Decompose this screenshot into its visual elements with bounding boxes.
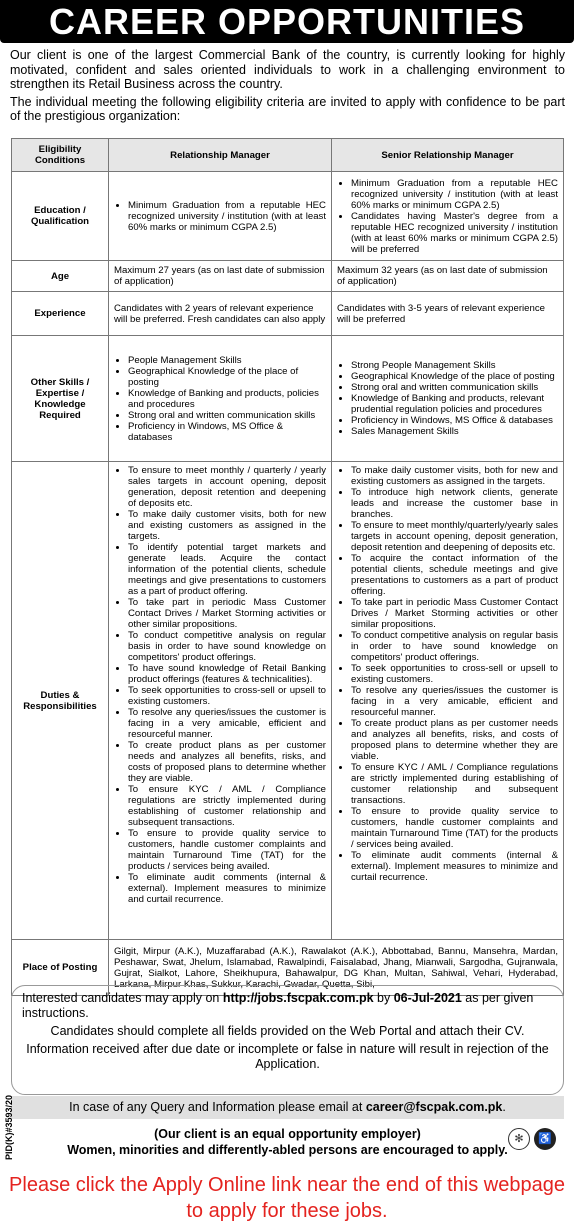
list-item: • Candidates having Master's degree from a reputable HEC recognized university / institution (with at least 60% marks or minimum CGPA 2.5) will be preferred bbox=[351, 211, 558, 255]
list-item: • To take part in periodic Mass Customer Contact Drives / Market Storming activities or other similar propositions. bbox=[351, 597, 558, 630]
list-item: • To make daily customer visits, both for new and existing customers as assigned in the targets. bbox=[128, 509, 326, 542]
rm-age: Maximum 27 years (as on last date of submission of application) bbox=[109, 261, 332, 292]
srm-education-list bbox=[337, 178, 558, 255]
apply-box bbox=[11, 985, 564, 1095]
table-row bbox=[12, 462, 564, 940]
apply-cv-note: Candidates should complete all fields provided on the Web Portal and attach their CV. bbox=[50, 1024, 525, 1038]
list-item: • Proficiency in Windows, MS Office & databases bbox=[351, 415, 558, 426]
row-label-posting: Place of Posting bbox=[12, 940, 109, 996]
list-item: • To seek opportunities to cross-sell or upsell to existing customers. bbox=[128, 685, 326, 707]
eligibility-table bbox=[11, 138, 564, 996]
table-header-row bbox=[12, 139, 564, 172]
rm-education-list bbox=[114, 200, 326, 233]
pid-number: PID(K)#3593/20 bbox=[4, 1094, 14, 1160]
apply-text: by bbox=[373, 991, 394, 1005]
rm-duties bbox=[109, 462, 332, 940]
intro-paragraph: Our client is one of the largest Commercial Bank of the country, is currently looking for highly motivated, confident and sales oriented individuals to work in a challenging environment to strengthen its Retail Business across the country. bbox=[10, 48, 565, 91]
apply-text: Interested candidates may apply on bbox=[22, 991, 223, 1005]
list-item: • To resolve any queries/issues the customer is facing in a very amicable, efficient and resourceful manner. bbox=[351, 685, 558, 718]
srm-skills-list bbox=[337, 360, 558, 437]
srm-education bbox=[332, 172, 564, 261]
list-item: • To conduct competitive analysis on regular basis in order to have sound knowledge on competitors' product offerings. bbox=[128, 630, 326, 663]
intro-paragraph: The individual meeting the following eligibility criteria are invited to apply with confidence to be part of the prestigious organization: bbox=[10, 94, 565, 123]
header-srm: Senior Relationship Manager bbox=[332, 139, 564, 172]
disability-logo-icon: ♿ bbox=[534, 1128, 556, 1150]
intro-text bbox=[10, 48, 565, 127]
list-item: • Knowledge of Banking and products, relevant prudential regulation policies and procedures bbox=[351, 393, 558, 415]
row-label-duties: Duties & Responsibilities bbox=[12, 462, 109, 940]
page-title: CAREER OPPORTUNITIES bbox=[48, 1, 526, 42]
list-item: • To ensure KYC / AML / Compliance regulations are strictly implemented during establishing of customer relationship and subsequent transactions. bbox=[128, 784, 326, 828]
query-text: . bbox=[502, 1100, 506, 1114]
list-item: • Strong oral and written communication skills bbox=[351, 382, 558, 393]
emblem-logo-icon: ✻ bbox=[508, 1128, 530, 1150]
encourage-line: Women, minorities and differently-abled persons are encouraged to apply. bbox=[67, 1143, 508, 1157]
rm-experience: Candidates with 2 years of relevant experience will be preferred. Fresh candidates can also apply bbox=[109, 292, 332, 336]
table-row bbox=[12, 172, 564, 261]
list-item: • Sales Management Skills bbox=[351, 426, 558, 437]
apply-rejection-note: Information received after due date or incomplete or false in nature will result in rejection of the Application. bbox=[26, 1042, 549, 1071]
list-item: • To identify potential target markets and generate leads. Acquire the contact information of the potential clients, schedule meetings and give presentations to customers as a part of product offering. bbox=[128, 542, 326, 597]
list-item: • Minimum Graduation from a reputable HEC recognized university / institution (with at least 60% marks or minimum CGPA 2.5) bbox=[128, 200, 326, 233]
rm-education bbox=[109, 172, 332, 261]
apply-text: as per given instructions. bbox=[22, 991, 534, 1020]
list-item: • To create product plans as per customer needs and analyzes all benefits, risks, and costs of proposed plans to determine whether they are viable. bbox=[351, 718, 558, 762]
list-item: • To ensure to provide quality service to customers, handle customer complaints and maintain Turnaround Time (TAT) for the products / services being availed. bbox=[351, 806, 558, 850]
header-banner bbox=[0, 0, 574, 43]
list-item: • To ensure to meet monthly/quarterly/yearly sales targets in account opening, deposit generation, deposit retention and deepening of deposits etc. bbox=[351, 520, 558, 553]
apply-url-link[interactable]: http://jobs.fscpak.com.pk bbox=[222, 991, 374, 1005]
query-text: In case of any Query and Information please email at bbox=[69, 1100, 366, 1114]
rm-duties-list bbox=[114, 465, 326, 905]
list-item: • To take part in periodic Mass Customer Contact Drives / Market Storming activities or other similar propositions. bbox=[128, 597, 326, 630]
apply-online-notice: Please click the Apply Online link near the end of this webpage to apply for these jobs. bbox=[9, 1174, 565, 1222]
srm-duties-list bbox=[337, 465, 558, 883]
list-item: • To ensure KYC / AML / Compliance regulations are strictly implemented during establishing of customer relationship and subsequent transactions. bbox=[351, 762, 558, 806]
row-label-education: Education / Qualification bbox=[12, 172, 109, 261]
list-item: • Proficiency in Windows, MS Office & databases bbox=[128, 421, 326, 443]
query-bar bbox=[11, 1096, 564, 1119]
header-rm: Relationship Manager bbox=[109, 139, 332, 172]
posting-cities: Gilgit, Mirpur (A.K.), Muzaffarabad (A.K.), Rawalakot (A.K.), Abbottabad, Bannu, Mansehra, Mardan, Peshawar, Swat, Jhelum, Islamabad, Rawalpindi, Faisalabad, Jhang, Mianwali, Sargodha, Gujranwala, Gujrat, Sialkot, Lahore, Sheikhupura, Bahawalpur, DG Khan, Multan, Sahiwal, Vehari, Hyderabad, Larkana, Mirpur Khas, Sukkur, Karachi, Gwadar, Quetta, Sibi, bbox=[109, 940, 564, 996]
table-row bbox=[12, 336, 564, 462]
list-item: • To eliminate audit comments (internal & external). Implement measures to minimize and curtail recurrence. bbox=[351, 850, 558, 883]
row-label-age: Age bbox=[12, 261, 109, 292]
list-item: • Geographical Knowledge of the place of posting bbox=[128, 366, 326, 388]
list-item: • People Management Skills bbox=[128, 355, 326, 366]
list-item: • Geographical Knowledge of the place of posting bbox=[351, 371, 558, 382]
list-item: • To acquire the contact information of the potential clients, schedule meetings and give presentations to customers as a part of product offering. bbox=[351, 553, 558, 597]
list-item: • To ensure to provide quality service to customers, handle customer complaints and maintain Turnaround Time (TAT) for the products / services being availed. bbox=[128, 828, 326, 872]
list-item: • Strong People Management Skills bbox=[351, 360, 558, 371]
rm-skills bbox=[109, 336, 332, 462]
equal-opportunity-line: (Our client is an equal opportunity employer) bbox=[154, 1127, 421, 1141]
list-item: • To ensure to meet monthly / quarterly / yearly sales targets in account opening, deposit generation, deposit retention and deepening of deposits etc. bbox=[128, 465, 326, 509]
list-item: • To eliminate audit comments (internal & external). Implement measures to minimize and curtail recurrence. bbox=[128, 872, 326, 905]
list-item: • Knowledge of Banking and products, policies and procedures bbox=[128, 388, 326, 410]
list-item: • To conduct competitive analysis on regular basis in order to have sound knowledge on competitors' product offerings. bbox=[351, 630, 558, 663]
list-item: • To seek opportunities to cross-sell or upsell to existing customers. bbox=[351, 663, 558, 685]
list-item: • Strong oral and written communication skills bbox=[128, 410, 326, 421]
list-item: • To have sound knowledge of Retail Banking product offerings (features & technicalities). bbox=[128, 663, 326, 685]
list-item: • Minimum Graduation from a reputable HEC recognized university / institution (with at least 60% marks or minimum CGPA 2.5) bbox=[351, 178, 558, 211]
row-label-experience: Experience bbox=[12, 292, 109, 336]
list-item: • To resolve any queries/issues the customer is facing in a very amicable, efficient and resourceful manner. bbox=[128, 707, 326, 740]
list-item: • To make daily customer visits, both for new and existing customers as assigned in the targets. bbox=[351, 465, 558, 487]
apply-instructions bbox=[12, 991, 563, 1021]
table-row bbox=[12, 261, 564, 292]
rm-skills-list bbox=[114, 355, 326, 443]
list-item: • To create product plans as per customer needs and analyzes all benefits, risks, and costs of proposed plans to determine whether they are viable. bbox=[128, 740, 326, 784]
srm-duties bbox=[332, 462, 564, 940]
table-row bbox=[12, 292, 564, 336]
header-conditions: Eligibility Conditions bbox=[12, 139, 109, 172]
career-email-link[interactable]: career@fscpak.com.pk bbox=[365, 1100, 503, 1114]
list-item: • To introduce high network clients, generate leads and increase the customer base in branches. bbox=[351, 487, 558, 520]
row-label-skills: Other Skills / Expertise / Knowledge Required bbox=[12, 336, 109, 462]
apply-deadline: 06-Jul-2021 bbox=[393, 991, 462, 1005]
equal-opportunity-note bbox=[11, 1126, 564, 1158]
srm-age: Maximum 32 years (as on last date of submission of application) bbox=[332, 261, 564, 292]
srm-skills bbox=[332, 336, 564, 462]
srm-experience: Candidates with 3-5 years of relevant experience will be preferred bbox=[332, 292, 564, 336]
